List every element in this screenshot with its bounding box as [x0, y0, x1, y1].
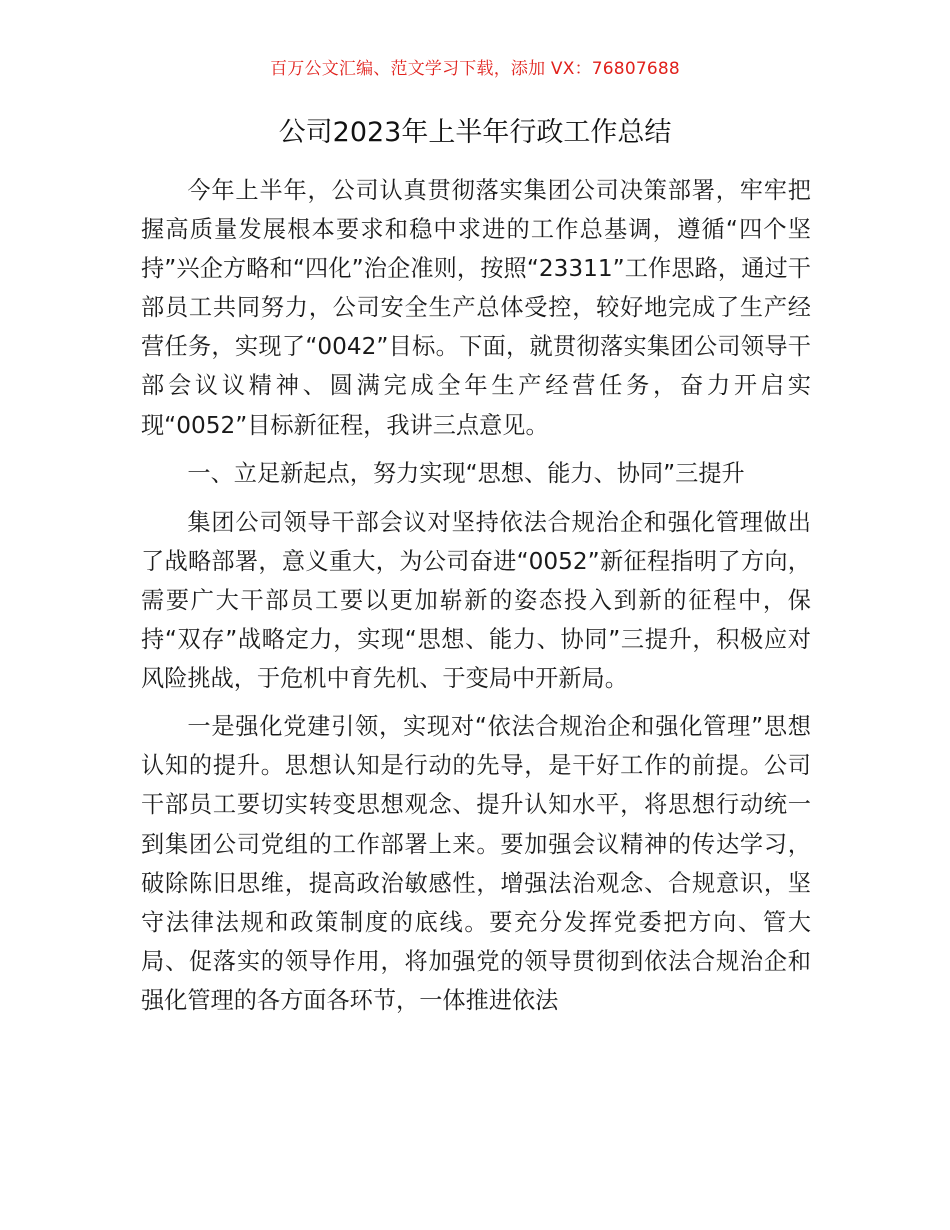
- document-title: 公司2023年上半年行政工作总结: [278, 117, 672, 148]
- paragraph-intro: 今年上半年，公司认真贯彻落实集团公司决策部署，牢牢把握高质量发展根本要求和稳中求进的工作总基调，遵循“四个坚持”兴企方略和“四化”治企准则，按照“23311”工作思路，通过干部员工共同努力，公司安全生产总体受控，较好地完成了生产经营任务，实现了“0042”目标。下面，就贯彻落实集团公司领导干部会议议精神、圆满完成全年生产经营任务，奋力开启实现“0052”目标新征程，我讲三点意见。: [141, 177, 811, 439]
- section-heading-1: 一、立足新起点，努力实现“思想、能力、协同”三提升: [187, 459, 745, 487]
- paragraph-section-1: 集团公司领导干部会议对坚持依法合规治企和强化管理做出了战略部署，意义重大，为公司奋进“0052”新征程指明了方向，需要广大干部员工要以更加崭新的姿态投入到新的征程中，保持“双存”战略定力，实现“思想、能力、协同”三提升，积极应对风险挑战，于危机中育先机、于变局中开新局。: [141, 508, 811, 693]
- document-body: [141, 171, 811, 1020]
- paragraph-point-1: 一是强化党建引领，实现对“依法合规治企和强化管理”思想认知的提升。思想认知是行动的先导，是干好工作的前提。公司干部员工要切实转变思想观念、提升认知水平，将思想行动统一到集团公司党组的工作部署上来。要加强会议精神的传达学习，破除陈旧思维，提高政治敏感性，增强法治观念、合规意识，坚守法律法规和政策制度的底线。要充分发挥党委把方向、管大局、促落实的领导作用，将加强党的领导贯彻到依法合规治企和强化管理的各方面各环节，一体推进依法: [141, 713, 811, 1014]
- watermark-text: 百万公文汇编、范文学习下载，添加 VX：76807688: [270, 59, 680, 79]
